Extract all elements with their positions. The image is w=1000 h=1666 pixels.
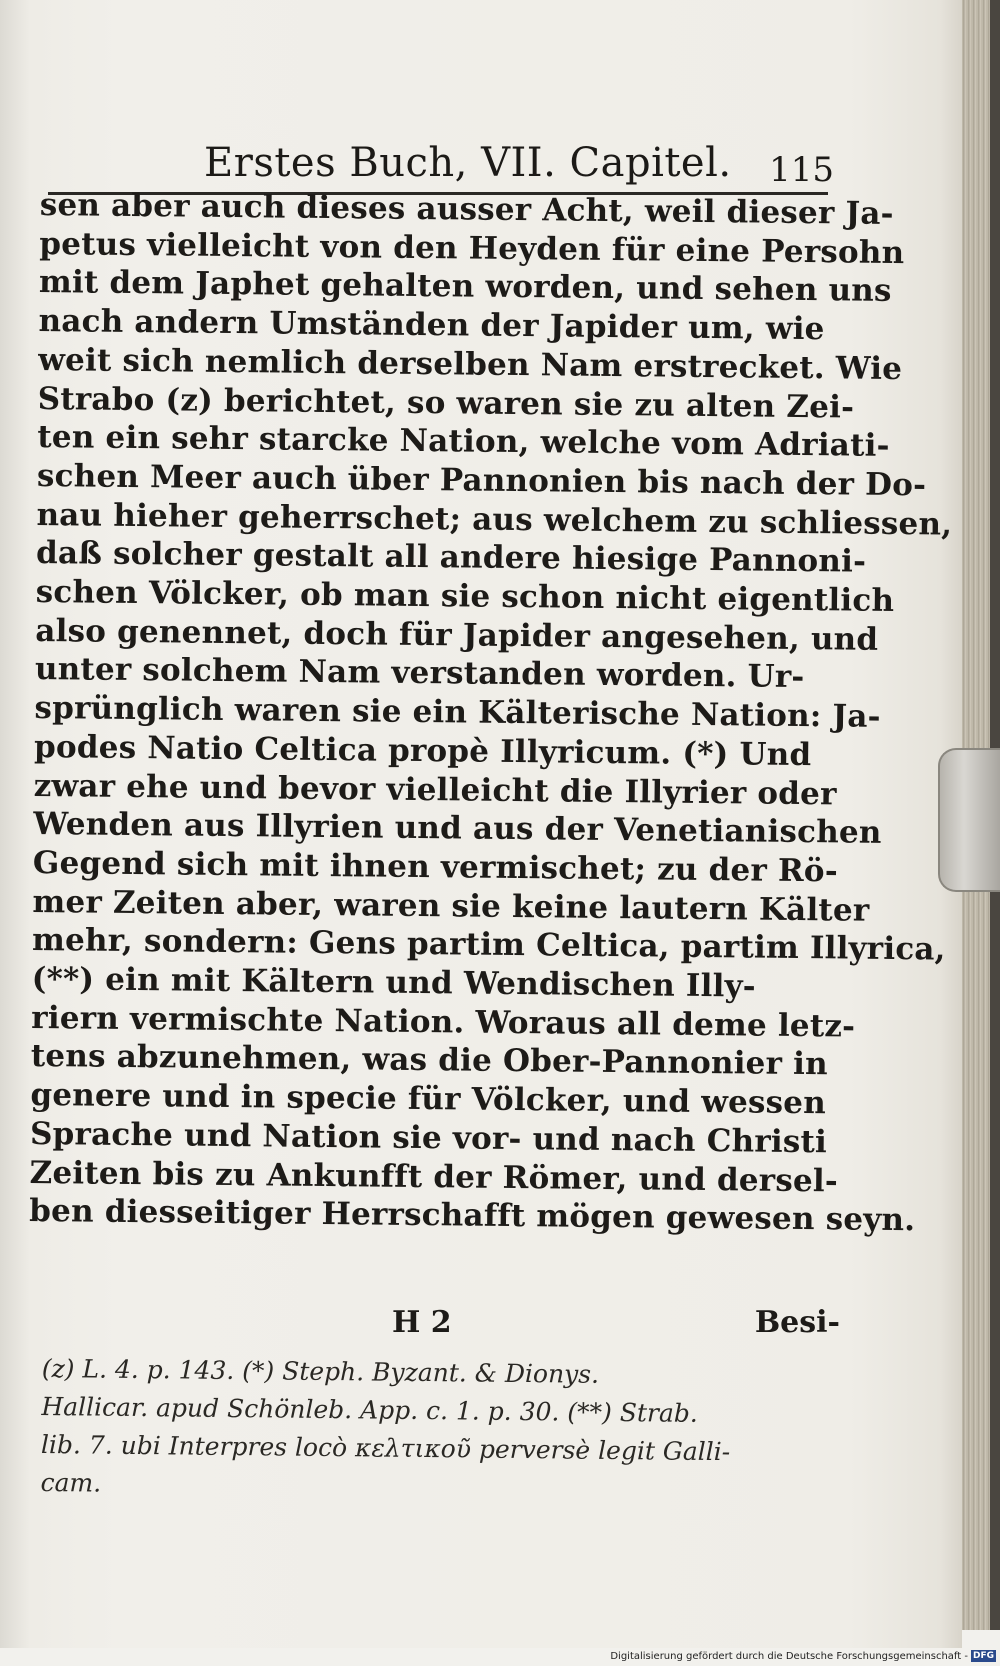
text-line: ben diesseitiger Herrschafft mögen gewesen seyn. xyxy=(29,1193,916,1239)
text-line: Zeiten bis zu Ankunfft der Römer, und dersel- xyxy=(29,1154,839,1199)
footnote-line: (z) L. 4. p. 143. (*) Steph. Byzant. & Dionys. xyxy=(41,1353,600,1389)
footnote-line: lib. 7. ubi Interpres locò κελτικοῦ perversè legit Galli- xyxy=(40,1429,731,1467)
page-clip xyxy=(938,748,1000,892)
text-line: daß solcher gestalt all andere hiesige Pannoni- xyxy=(35,535,867,580)
text-line: nach andern Umständen der Japider um, wie xyxy=(38,303,825,348)
running-header xyxy=(44,136,834,192)
text-line: genere und in specie für Völcker, und wessen xyxy=(30,1077,827,1122)
text-line: unter solchem Nam verstanden worden. Ur- xyxy=(34,651,805,696)
catchword: Besi- xyxy=(754,1305,840,1340)
footnote-line: cam. xyxy=(40,1467,102,1498)
text-line: Gegend sich mit ihnen vermischet; zu der Rö- xyxy=(32,844,839,890)
text-line: mit dem Japhet gehalten worden, und sehen uns xyxy=(38,264,892,310)
text-line: mer Zeiten aber, waren sie keine lautern Kälter xyxy=(32,883,870,929)
main-text xyxy=(29,186,953,1239)
text-line: sprünglich waren sie ein Kälterische Nation: Ja- xyxy=(34,690,881,735)
signature-mark: H 2 xyxy=(392,1305,452,1340)
text-line: schen Meer auch über Pannonien bis nach der Do- xyxy=(36,457,927,504)
dfg-logo: DFG xyxy=(972,1651,994,1661)
text-line: weit sich nemlich derselben Nam erstrecket. Wie xyxy=(37,341,903,387)
text-line: nau hieher geherrschet; aus welchem zu schliessen, xyxy=(36,496,953,543)
text-line: ten ein sehr starcke Nation, welche vom Adriati- xyxy=(37,419,890,465)
footnotes xyxy=(40,1350,842,1510)
text-line: mehr, sondern: Gens partim Celtica, partim Illyrica, xyxy=(31,922,946,968)
text-line: Strabo (z) berichtet, so waren sie zu alten Zei- xyxy=(37,380,855,426)
digitization-credit xyxy=(580,1648,1000,1666)
running-title: Erstes Buch, VII. Capitel. xyxy=(204,140,732,186)
page-number: 115 xyxy=(769,150,834,190)
text-line: tens abzunehmen, was die Ober-Pannonier in xyxy=(30,1038,828,1083)
text-line: Sprache und Nation sie vor- und nach Christi xyxy=(29,1115,828,1161)
page-foot-marks xyxy=(40,1305,840,1345)
text-line: zwar ehe und bevor vielleicht die Illyrier oder xyxy=(33,767,837,812)
text-line: Wenden aus Illyrien und aus der Venetianischen xyxy=(33,806,882,852)
text-line: petus vielleicht von den Heyden für eine Persohn xyxy=(39,225,905,271)
text-line: riern vermischte Nation. Woraus all deme letz- xyxy=(31,999,856,1045)
credit-text: Digitalisierung gefördert durch die Deutsche Forschungsgemeinschaft - xyxy=(610,1651,968,1662)
text-line: (**) ein mit Kältern und Wendischen Illy- xyxy=(31,961,757,1005)
footnote-line: Hallicar. apud Schönleb. App. c. 1. p. 30. (**) Strab. xyxy=(41,1391,698,1428)
text-line: schen Völcker, ob man sie schon nicht eigentlich xyxy=(35,574,895,619)
text-line: sen aber auch dieses ausser Acht, weil dieser Ja- xyxy=(39,186,894,232)
text-line: podes Natio Celtica propè Illyricum. (*) Und xyxy=(33,728,812,773)
text-line: also genennet, doch für Japider angesehen, und xyxy=(35,612,879,658)
